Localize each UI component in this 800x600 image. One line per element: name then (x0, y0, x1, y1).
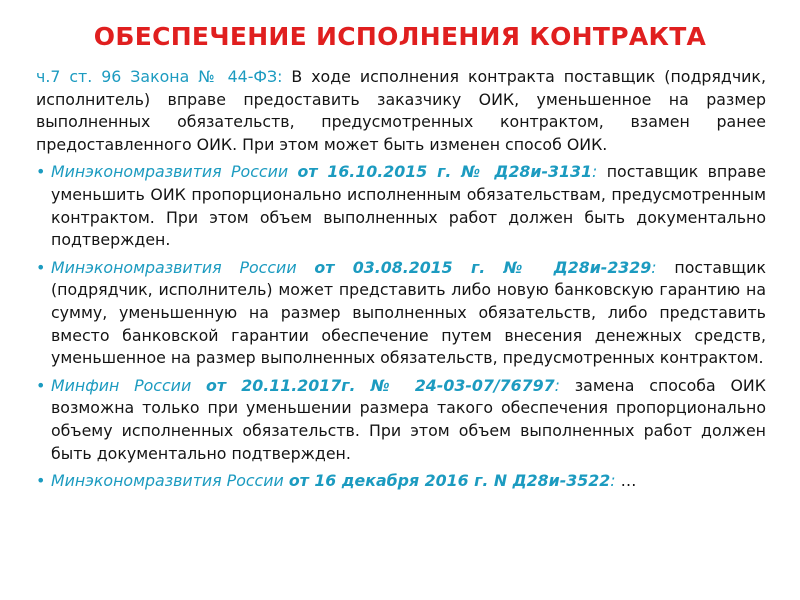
list-item (36, 161, 766, 251)
page-title: ОБЕСПЕЧЕНИЕ ИСПОЛНЕНИЯ КОНТРАКТА (93, 22, 707, 51)
bullet-icon: • (36, 375, 46, 395)
source-colon: : (592, 162, 598, 182)
bullet-icon: • (36, 257, 46, 277)
law-reference: ч.7 ст. 96 Закона № 44-ФЗ: (36, 67, 283, 86)
source-ref: от 16 декабря 2016 г. N Д28и-3522 (288, 471, 611, 491)
item-text: … (615, 471, 637, 491)
bullet-icon: • (36, 162, 46, 182)
law-text: В ходе исполнения контракта поставщик (подрядчик, исполнитель) вправе предоставить заказчику ОИК, уменьшенное на размер выполненных обязательств, предусмотренных контрактом, взамен ранее предоставленного ОИК. При этом может быть изменен способ ОИК. (36, 67, 766, 154)
item-text: поставщик (подрядчик, исполнитель) может представить либо новую банковскую гарантию на сумму, уменьшенную на размер выполненных обязательств, либо представить вместо банковской гарантии обеспечение путем внесения денежных средств, уменьшенное на размер выполненных обязательств, предусмотренных контрактом. (51, 257, 766, 368)
source-colon: : (610, 471, 616, 491)
content (36, 66, 766, 498)
source-colon: : (554, 375, 560, 395)
law-paragraph (36, 66, 766, 156)
source-org: Минэкономразвития России (51, 257, 297, 277)
source-ref: от 20.11.2017г. № 24-03-07/76797 (206, 375, 555, 395)
source-org: Минфин России (51, 375, 192, 395)
source-ref: от 03.08.2015 г. № Д28и-2329 (314, 257, 652, 277)
source-org: Минэкономразвития России (51, 471, 284, 491)
list-item (36, 257, 766, 370)
item-text: замена способа ОИК возможна только при уменьшении размера такого обеспечения пропорционально объему исполненных обязательств. При этом объем выполненных работ должен быть документально подтвержден. (51, 375, 766, 463)
source-ref: от 16.10.2015 г. № Д28и-3131 (297, 162, 593, 182)
item-text: поставщик вправе уменьшить ОИК пропорционально исполненным обязательствам, предусмотренным контрактом. При этом объем выполненных работ должен быть документально подтвержден. (51, 162, 766, 250)
list-item (36, 375, 766, 465)
source-org: Минэкономразвития России (51, 162, 289, 182)
bullet-icon: • (36, 471, 46, 491)
source-colon: : (651, 257, 657, 277)
list-item (36, 470, 766, 493)
